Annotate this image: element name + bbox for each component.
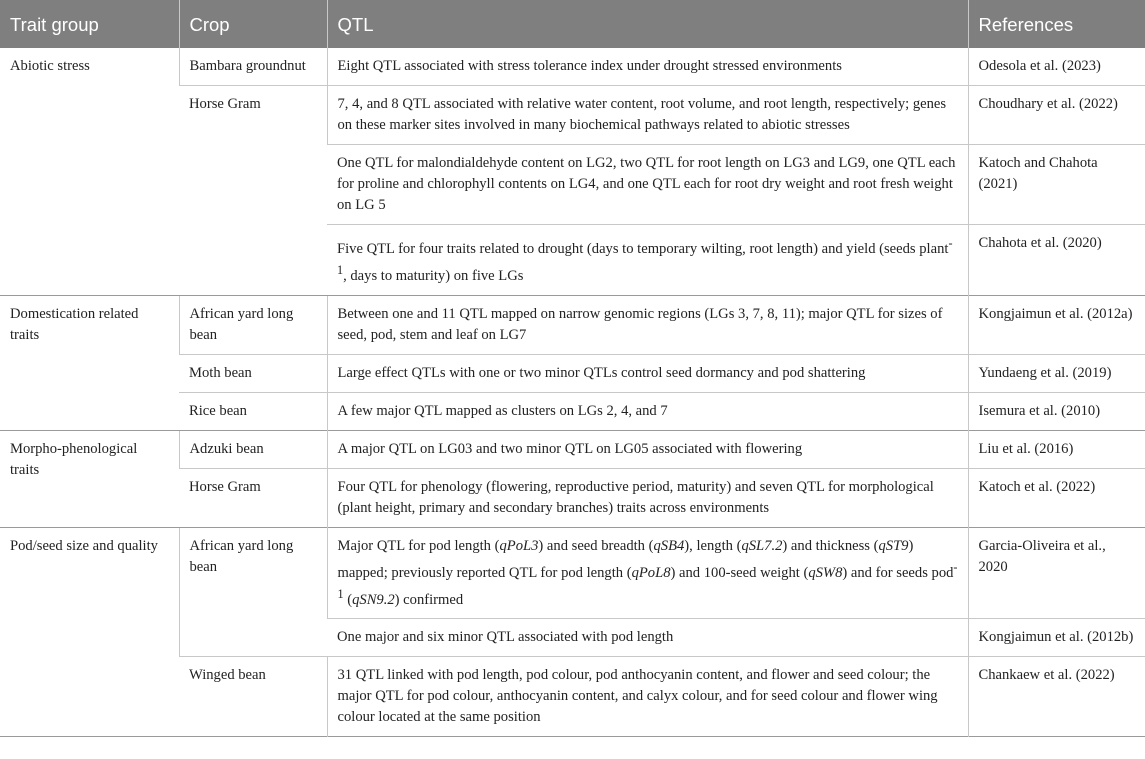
trait-group-cell: Abiotic stress: [10, 58, 90, 74]
reference-cell: Yundaeng et al. (2019): [968, 354, 1145, 392]
qtl-cell: Between one and 11 QTL mapped on narrow genomic regions (LGs 3, 7, 8, 11); major QTL for sizes of seed, pod, stem and leaf on LG7: [327, 295, 968, 354]
header-crop: Crop: [179, 0, 327, 48]
reference-cell: Garcia-Oliveira et al., 2020: [968, 527, 1145, 619]
qtl-text: ), length (: [684, 537, 742, 554]
trait-group-cell: Morpho-phenological traits: [0, 430, 179, 527]
reference-cell: Isemura et al. (2010): [968, 392, 1145, 430]
crop-cell: African yard long bean: [179, 295, 327, 354]
header-row: [0, 0, 1145, 48]
qtl-id: qSB4: [653, 537, 685, 554]
qtl-text: ) and 100-seed weight (: [670, 564, 809, 581]
reference-cell: Chahota et al. (2020): [968, 225, 1145, 296]
qtl-id: qSL7.2: [741, 537, 783, 554]
crop-cell: Bambara groundnut: [179, 48, 327, 86]
qtl-id: qST9: [878, 537, 909, 554]
crop-cell: Horse Gram: [179, 468, 327, 527]
qtl-cell: Eight QTL associated with stress tolerance index under drought stressed environments: [327, 48, 968, 86]
qtl-text: ) and seed breadth (: [538, 537, 654, 554]
reference-cell: Chankaew et al. (2022): [968, 657, 1145, 737]
qtl-cell: 7, 4, and 8 QTL associated with relative water content, root volume, and root length, respectively; genes on these marker sites involved in many biochemical pathways related to abiotic stresses: [327, 86, 968, 145]
superscript: -1: [337, 236, 953, 277]
crop-cell: Moth bean: [179, 354, 327, 392]
qtl-text: ) mapped; previously reported QTL for pod length (: [337, 537, 914, 581]
qtl-cell: [327, 225, 968, 296]
qtl-id: qPoL3: [499, 537, 539, 554]
qtl-text: Five QTL for four traits related to drought (days to temporary wilting, root length) and yield (seeds plant: [337, 240, 949, 257]
crop-cell: Rice bean: [179, 392, 327, 430]
qtl-text: , days to maturity) on five LGs: [343, 267, 524, 284]
superscript: -1: [337, 559, 958, 601]
qtl-cell: [327, 527, 968, 619]
reference-cell: Katoch and Chahota (2021): [968, 145, 1145, 225]
trait-group-cell: Domestication related traits: [0, 295, 179, 430]
table-row: [0, 295, 1145, 354]
header-references: References: [968, 0, 1145, 48]
qtl-cell: One QTL for malondialdehyde content on LG2, two QTL for root length on LG3 and LG9, one QTL each for proline and chlorophyll contents on LG4, and one QTL each for root dry weight and root fresh weight on LG 5: [327, 145, 968, 225]
qtl-id: qPoL8: [631, 564, 671, 581]
table-row: [0, 430, 1145, 468]
crop-cell: Horse Gram: [179, 86, 327, 296]
table-row: [0, 48, 1145, 86]
qtl-cell: One major and six minor QTL associated with pod length: [327, 619, 968, 657]
crop-cell: African yard long bean: [179, 527, 327, 657]
reference-cell: Kongjaimun et al. (2012a): [968, 295, 1145, 354]
qtl-cell: A few major QTL mapped as clusters on LGs 2, 4, and 7: [327, 392, 968, 430]
reference-cell: Odesola et al. (2023): [968, 48, 1145, 86]
header-qtl: QTL: [327, 0, 968, 48]
qtl-id: qSW8: [808, 564, 843, 581]
table-row: [0, 527, 1145, 619]
qtl-cell: Four QTL for phenology (flowering, reproductive period, maturity) and seven QTL for morphological (plant height, primary and secondary branches) traits across environments: [327, 468, 968, 527]
crop-cell: Adzuki bean: [179, 430, 327, 468]
qtl-cell: Large effect QTLs with one or two minor QTLs control seed dormancy and pod shattering: [327, 354, 968, 392]
trait-group-cell: Pod/seed size and quality: [0, 527, 179, 737]
qtl-cell: A major QTL on LG03 and two minor QTL on LG05 associated with flowering: [327, 430, 968, 468]
qtl-text: ) and thickness (: [782, 537, 879, 554]
reference-cell: Choudhary et al. (2022): [968, 86, 1145, 145]
qtl-text: ) confirmed: [394, 591, 464, 608]
header-trait-group: Trait group: [0, 0, 179, 48]
qtl-text: Major QTL for pod length (: [337, 537, 500, 554]
qtl-id: qSN9.2: [352, 591, 395, 608]
reference-cell: Katoch et al. (2022): [968, 468, 1145, 527]
reference-cell: Liu et al. (2016): [968, 430, 1145, 468]
reference-cell: Kongjaimun et al. (2012b): [968, 619, 1145, 657]
qtl-cell: 31 QTL linked with pod length, pod colour, pod anthocyanin content, and flower and seed colour; the major QTL for pod colour, anthocyanin content, and calyx colour, and for seed colour and flower wing colour located at the same position: [327, 657, 968, 737]
crop-cell: Winged bean: [179, 657, 327, 737]
qtl-text: ) and for seeds pod: [842, 564, 954, 581]
qtl-text: (: [343, 591, 353, 608]
